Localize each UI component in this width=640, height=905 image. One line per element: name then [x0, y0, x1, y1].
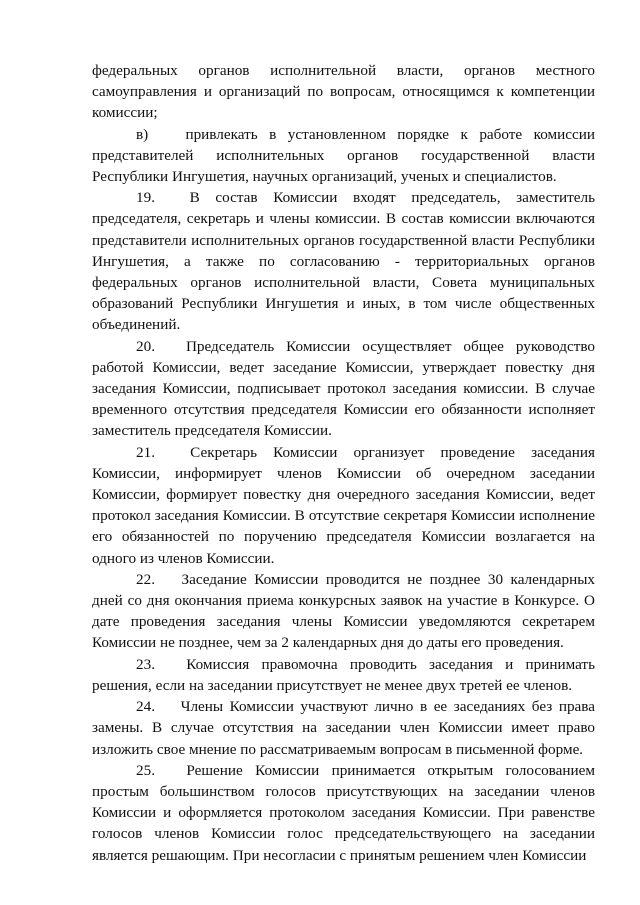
paragraph-number: 21.	[136, 443, 155, 461]
paragraph-number: 24.	[136, 698, 155, 716]
paragraph-number: 22.	[136, 570, 155, 588]
paragraph-23	[92, 654, 595, 696]
paragraph-number: 20.	[136, 337, 155, 355]
paragraph-item-v	[92, 124, 595, 188]
paragraph-text: Члены Комиссии участвуют лично в ее заседаниях без права замены. В случае отсутствия на заседании член Комиссии имеет право изложить свое мнение по рассматриваемым вопросам в письменной форме.	[92, 698, 596, 758]
paragraph-text: Решение Комиссии принимается открытым голосованием простым большинством голосов присутствующих на заседании членов Комиссии и оформляется протоколом заседания Комиссии. При равенстве голосов членов Комиссии голос председательствующего на заседании является решающим. При несогласии с принятым решением член Комиссии	[92, 761, 596, 864]
paragraph-text: федеральных органов исполнительной власти, органов местного самоуправления и организаций по вопросам, относящимся к компетенции комиссии;	[92, 62, 595, 122]
paragraph-number: 25.	[136, 761, 155, 779]
paragraph-number: в)	[136, 125, 149, 143]
paragraph-21	[92, 442, 595, 569]
document-body	[92, 60, 595, 866]
paragraph-text: В состав Комиссии входят председатель, заместитель председателя, секретарь и члены комиссии. В состав комиссии включаются представители исполнительных органов государственной власти Республики Ингушетия, а также по согласованию - территориальных органов федеральных органов исполнительной власти, Совета муниципальных образований Республики Ингушетия и иных, в том числе общественных объединений.	[92, 189, 596, 334]
paragraph-24	[92, 696, 595, 760]
paragraph-text: привлекать в установленном порядке к работе комиссии представителей исполнительных органов государственной власти Республики Ингушетия, научных организаций, ученых и специалистов.	[92, 125, 595, 186]
paragraph-22	[92, 569, 595, 654]
paragraph-continuation	[92, 60, 595, 124]
paragraph-25	[92, 760, 595, 866]
paragraph-text: Секретарь Комиссии организует проведение заседания Комиссии, информирует членов Комиссии об очередном заседании Комиссии, формирует повестку дня очередного заседания Комиссии, ведет протокол заседания Комиссии. В отсутствие секретаря Комиссии исполнение его обязанностей по поручению председателя Комиссии возлагается на одного из членов Комиссии.	[92, 443, 595, 567]
paragraph-20	[92, 336, 595, 442]
paragraph-text: Председатель Комиссии осуществляет общее руководство работой Комиссии, ведет заседание Комиссии, утверждает повестку дня заседания Комиссии, подписывает протокол заседания комиссии. В случае временного отсутствия председателя Комиссии его обязанности исполняет заместитель председателя Комиссии.	[92, 337, 596, 440]
paragraph-text: Комиссия правомочна проводить заседания и принимать решения, если на заседании присутствует не менее двух третей ее членов.	[92, 655, 595, 694]
paragraph-19	[92, 187, 595, 335]
paragraph-text: Заседание Комиссии проводится не позднее 30 календарных дней со дня окончания приема конкурсных заявок на участие в Конкурсе. О дате проведения заседания члены Комиссии уведомляются секретарем Комиссии не позднее, чем за 2 календарных дня до даты его проведения.	[92, 570, 595, 652]
paragraph-number: 19.	[136, 189, 155, 207]
paragraph-number: 23.	[136, 655, 155, 673]
